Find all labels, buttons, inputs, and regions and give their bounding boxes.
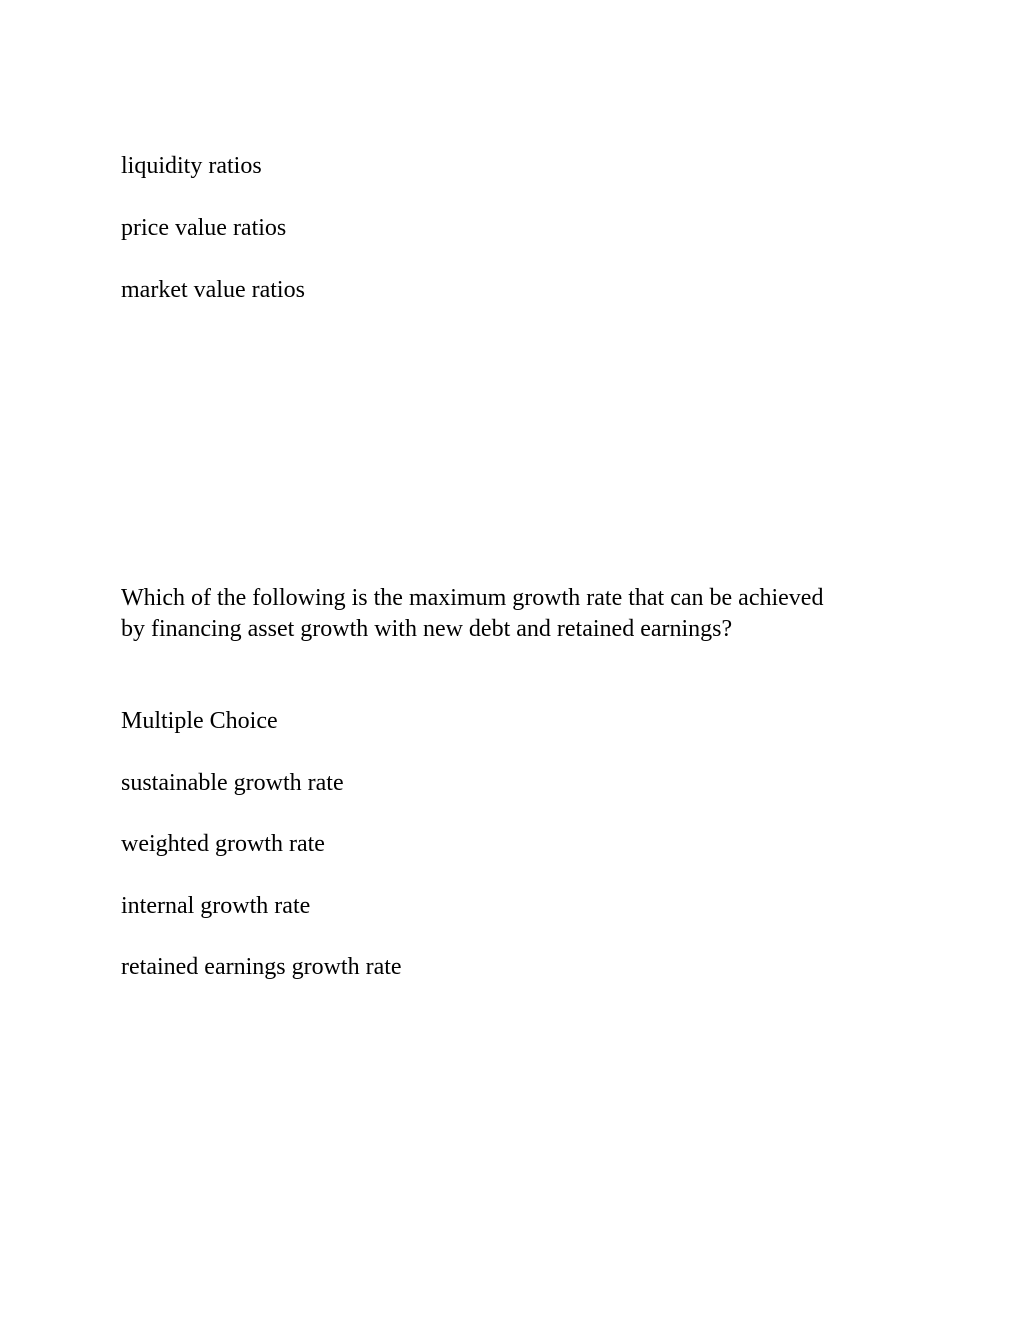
question-type-label: Multiple Choice <box>121 708 278 734</box>
option-internal-growth-rate: internal growth rate <box>121 893 311 919</box>
previous-option-price-value-ratios: price value ratios <box>121 215 287 241</box>
option-retained-earnings-growth-rate: retained earnings growth rate <box>121 954 402 980</box>
question-text: Which of the following is the maximum growth rate that can be achieved by financing asset growth with new debt and retained earnings? <box>121 585 824 642</box>
option-weighted-growth-rate: weighted growth rate <box>121 831 325 857</box>
option-sustainable-growth-rate: sustainable growth rate <box>121 770 344 796</box>
previous-option-liquidity-ratios: liquidity ratios <box>121 153 262 179</box>
previous-option-market-value-ratios: market value ratios <box>121 277 305 303</box>
